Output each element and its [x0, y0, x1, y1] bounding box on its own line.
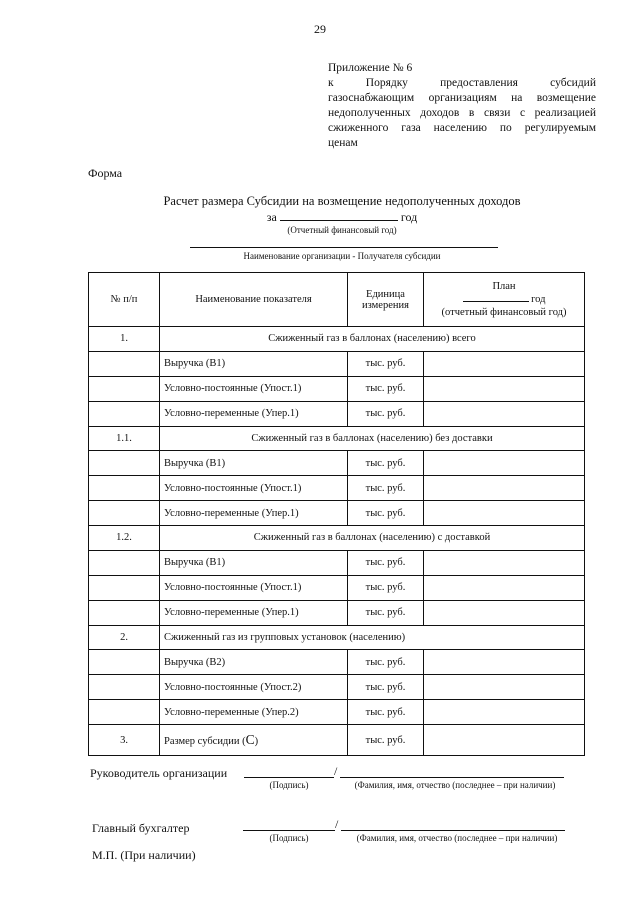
org-name-note: Наименование организации - Получателя субсидии	[243, 251, 441, 261]
accountant-signature-row	[92, 821, 189, 836]
head-fio-line	[340, 777, 564, 778]
indicator-name: Условно-переменные (Упер.1)	[160, 600, 348, 625]
table-row	[89, 625, 585, 650]
unit-cell: тыс. руб.	[348, 501, 424, 526]
indicator-name: Условно-постоянные (Упост.1)	[160, 376, 348, 401]
za-label: за	[266, 210, 277, 224]
row-number	[89, 351, 160, 376]
plan-value-cell[interactable]	[424, 575, 585, 600]
accountant-fio-line	[341, 830, 565, 831]
subsidy-symbol: С	[245, 732, 255, 747]
table-row	[89, 376, 585, 401]
table-row	[89, 575, 585, 600]
plan-value-cell[interactable]	[424, 376, 585, 401]
unit-cell: тыс. руб.	[348, 675, 424, 700]
indicator-name: Условно-постоянные (Упост.2)	[160, 675, 348, 700]
unit-cell: тыс. руб.	[348, 476, 424, 501]
unit-cell: тыс. руб.	[348, 650, 424, 675]
table-row	[89, 401, 585, 426]
table-row	[89, 725, 585, 756]
row-number	[89, 575, 160, 600]
plan-value-cell[interactable]	[424, 401, 585, 426]
table-row	[89, 526, 585, 551]
plan-value-cell[interactable]	[424, 501, 585, 526]
row-number	[89, 401, 160, 426]
table-row	[89, 476, 585, 501]
row-number: 1.1.	[89, 426, 160, 451]
plan-value-cell[interactable]	[424, 675, 585, 700]
appendix-title: Приложение № 6	[328, 62, 413, 74]
appendix-line: к Порядку предоставления субсидий	[328, 77, 596, 89]
row-number: 3.	[89, 725, 160, 756]
table-row	[89, 426, 585, 451]
accountant-fio-note: (Фамилия, имя, отчество (последнее – при наличии)	[356, 833, 558, 843]
row-number	[89, 451, 160, 476]
unit-cell: тыс. руб.	[348, 600, 424, 625]
indicator-name-text: Размер субсидии (	[164, 736, 246, 747]
section-label: Сжиженный газ в баллонах (населению) с доставкой	[160, 526, 585, 551]
appendix-line: сжиженного газа населению по регулируемым	[328, 122, 596, 134]
indicator-name: Условно-постоянные (Упост.1)	[160, 575, 348, 600]
header-num	[89, 273, 160, 327]
row-number: 2.	[89, 625, 160, 650]
indicator-name: Выручка (В1)	[160, 351, 348, 376]
appendix-line: газоснабжающим организациям на возмещение	[328, 92, 596, 104]
appendix-block	[328, 61, 596, 151]
head-slash: /	[334, 764, 338, 778]
document-title: Расчет размера Субсидии на возмещение недополученных доходов	[163, 194, 521, 208]
header-plan-note: (отчетный финансовый год)	[441, 307, 567, 318]
unit-cell: тыс. руб.	[348, 700, 424, 725]
row-number	[89, 476, 160, 501]
indicator-name: Выручка (В2)	[160, 650, 348, 675]
reporting-year-note: (Отчетный финансовый год)	[287, 225, 397, 235]
plan-year-blank	[463, 301, 529, 302]
plan-value-cell[interactable]	[424, 600, 585, 625]
indicator-name-end: )	[254, 736, 259, 747]
accountant-sign-note: (Подпись)	[269, 833, 309, 843]
accountant-label: Главный бухгалтер	[92, 821, 190, 835]
unit-cell: тыс. руб.	[348, 550, 424, 575]
unit-cell: тыс. руб.	[348, 575, 424, 600]
plan-value-cell[interactable]	[424, 476, 585, 501]
indicator-name	[160, 725, 348, 756]
page-number: 29	[314, 22, 326, 36]
table-row	[89, 650, 585, 675]
unit-cell: тыс. руб.	[348, 451, 424, 476]
stamp-note: М.П. (При наличии)	[92, 848, 196, 862]
subsidy-table	[88, 272, 585, 756]
head-sign-note: (Подпись)	[269, 780, 309, 790]
indicator-name: Условно-переменные (Упер.1)	[160, 501, 348, 526]
indicator-name: Выручка (В1)	[160, 550, 348, 575]
table-row	[89, 675, 585, 700]
row-number: 1.	[89, 327, 160, 352]
row-number	[89, 675, 160, 700]
indicator-name: Выручка (В1)	[160, 451, 348, 476]
table-row	[89, 700, 585, 725]
table-row	[89, 451, 585, 476]
section-label: Сжиженный газ в баллонах (населению) всего	[160, 327, 585, 352]
section-label: Сжиженный газ в баллонах (населению) без доставки	[160, 426, 585, 451]
plan-god-label: год	[531, 294, 546, 305]
table-row	[89, 600, 585, 625]
plan-value-cell[interactable]	[424, 351, 585, 376]
indicator-name: Условно-переменные (Упер.2)	[160, 700, 348, 725]
accountant-sign-line	[243, 830, 335, 831]
head-sign-line	[244, 777, 334, 778]
unit-cell: тыс. руб.	[348, 351, 424, 376]
row-number	[89, 650, 160, 675]
table-row	[89, 550, 585, 575]
row-number	[89, 700, 160, 725]
header-num-text: № п/п	[110, 294, 138, 305]
indicator-name: Условно-переменные (Упер.1)	[160, 401, 348, 426]
unit-cell: тыс. руб.	[348, 725, 424, 756]
row-number	[89, 501, 160, 526]
table-row	[89, 327, 585, 352]
plan-value-cell[interactable]	[424, 650, 585, 675]
plan-value-cell[interactable]	[424, 550, 585, 575]
table-row	[89, 501, 585, 526]
header-unit: Единица измерения	[348, 273, 424, 327]
head-label: Руководитель организации	[90, 766, 228, 780]
section-label: Сжиженный газ из групповых установок (населению)	[160, 625, 585, 650]
unit-cell: тыс. руб.	[348, 376, 424, 401]
reporting-year-row	[80, 210, 604, 225]
appendix-line: ценам	[328, 137, 358, 149]
form-label: Форма	[88, 166, 123, 180]
table-row	[89, 351, 585, 376]
row-number	[89, 550, 160, 575]
header-name: Наименование показателя	[160, 273, 348, 327]
plan-value-cell[interactable]	[424, 700, 585, 725]
accountant-slash: /	[335, 817, 339, 831]
row-number	[89, 376, 160, 401]
god-label: год	[400, 210, 418, 224]
header-plan-year	[428, 293, 580, 306]
plan-value-cell[interactable]	[424, 451, 585, 476]
org-name-line	[190, 247, 498, 248]
plan-value-cell[interactable]	[424, 725, 585, 756]
unit-cell: тыс. руб.	[348, 401, 424, 426]
year-blank	[280, 220, 398, 221]
appendix-line: недополученных доходов в связи с реализацией	[328, 107, 596, 119]
indicator-name: Условно-постоянные (Упост.1)	[160, 476, 348, 501]
header-plan-title: План	[492, 281, 516, 292]
row-number	[89, 600, 160, 625]
head-signature-row	[90, 766, 227, 781]
head-fio-note: (Фамилия, имя, отчество (последнее – при наличии)	[354, 780, 556, 790]
header-plan	[424, 273, 585, 327]
table-header-row	[89, 273, 585, 327]
row-number: 1.2.	[89, 526, 160, 551]
